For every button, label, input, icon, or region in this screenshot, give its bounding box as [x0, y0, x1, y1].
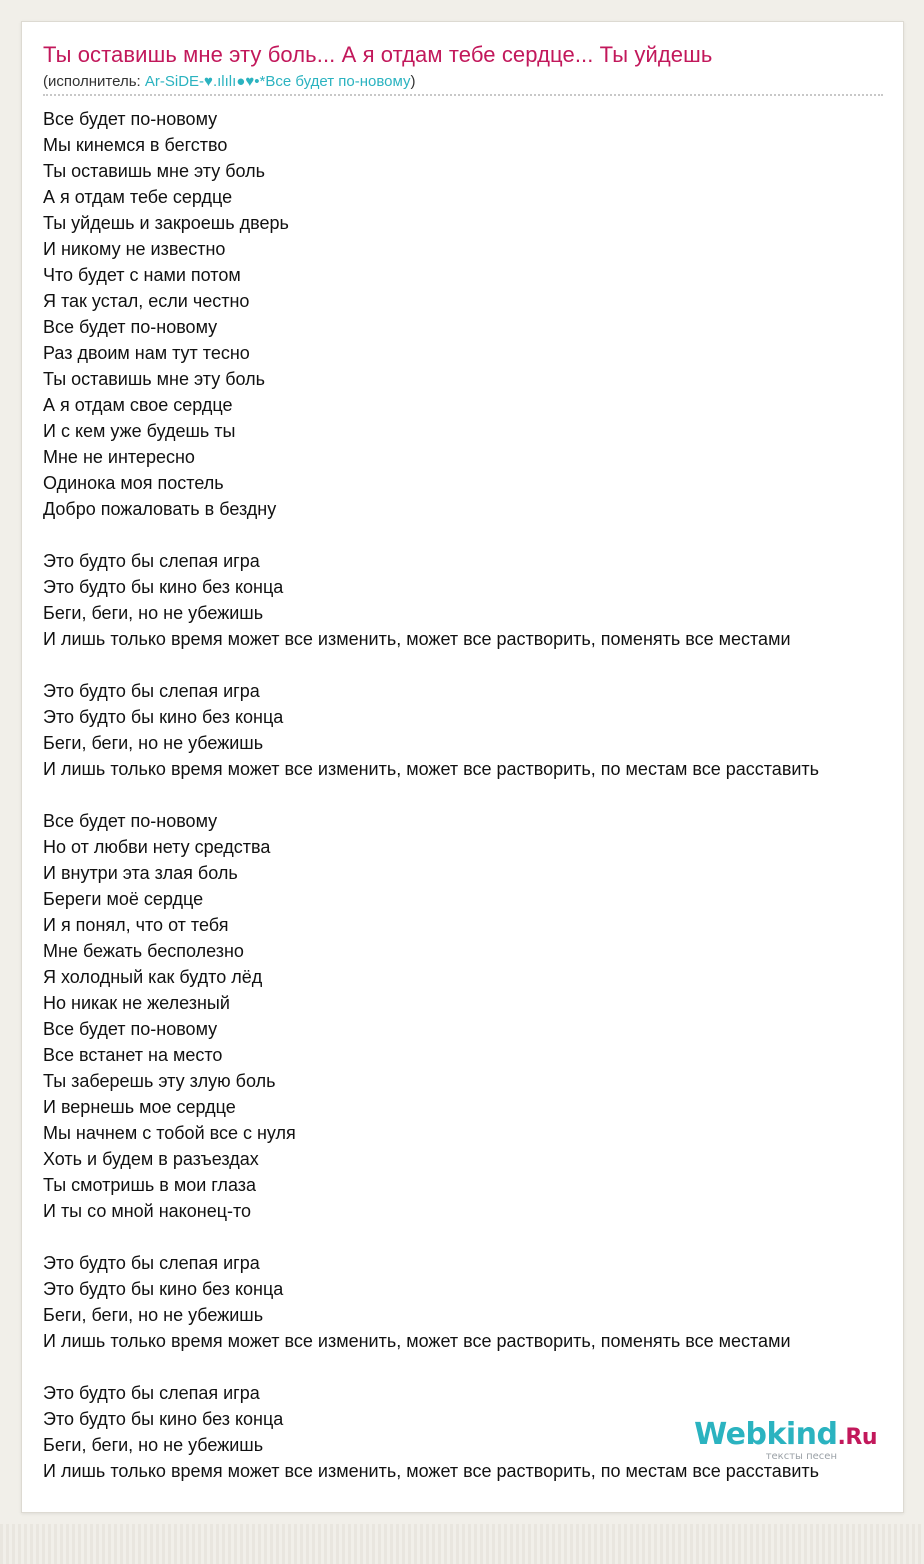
lyric-line: И лишь только время может все изменить, может все растворить, поменять все местами — [43, 629, 791, 649]
lyric-line: Это будто бы кино без конца — [43, 577, 284, 597]
lyric-line: Все встанет на место — [43, 1045, 223, 1065]
lyric-line: Это будто бы кино без конца — [43, 1409, 284, 1429]
song-title: Ты оставишь мне эту боль... А я отдам тебе сердце... Ты уйдешь — [43, 42, 713, 67]
close-paren: ) — [410, 73, 416, 90]
lyric-line: Это будто бы слепая игра — [43, 551, 260, 571]
lyric-line: А я отдам тебе сердце — [43, 187, 233, 207]
lyric-line: Раз двоим нам тут тесно — [43, 343, 250, 363]
lyric-line: А я отдам свое сердце — [43, 395, 233, 415]
lyric-line: Одинока моя постель — [43, 473, 224, 493]
stanza-break — [43, 1224, 819, 1250]
lyric-line: И внутри эта злая боль — [43, 863, 238, 883]
lyric-line: Это будто бы слепая игра — [43, 1253, 260, 1273]
lyric-line: Но никак не железный — [43, 993, 230, 1013]
lyric-line: Все будет по-новому — [43, 811, 218, 831]
lyric-line: Все будет по-новому — [43, 1019, 218, 1039]
lyric-line: Ты заберешь эту злую боль — [43, 1071, 276, 1091]
lyric-line: Все будет по-новому — [43, 109, 218, 129]
lyric-line: И никому не известно — [43, 239, 226, 259]
lyric-line: Что будет с нами потом — [43, 265, 241, 285]
logo-name: Webkind — [694, 1417, 838, 1452]
lyric-line: Хоть и будем в разъездах — [43, 1149, 259, 1169]
lyric-line: Это будто бы кино без конца — [43, 707, 284, 727]
lyric-line: И я понял, что от тебя — [43, 915, 229, 935]
lyric-line: И лишь только время может все изменить, может все растворить, по местам все расставить — [43, 1461, 820, 1481]
lyric-line: Ты оставишь мне эту боль — [43, 161, 266, 181]
lyric-line: Ты уйдешь и закроешь дверь — [43, 213, 289, 233]
webkind-logo[interactable] — [694, 1417, 877, 1462]
lyrics-text — [43, 106, 819, 1484]
logo-tld: .Ru — [837, 1425, 877, 1450]
artist-prefix: исполнитель: — [48, 73, 145, 90]
lyric-line: Беги, беги, но не убежишь — [43, 603, 264, 623]
background-stripes — [0, 1524, 924, 1564]
lyric-line: И вернешь мое сердце — [43, 1097, 236, 1117]
lyric-line: И ты со мной наконец-то — [43, 1201, 252, 1221]
lyric-line: Мы начнем с тобой все с нуля — [43, 1123, 296, 1143]
dotted-divider — [43, 94, 883, 96]
lyric-line: И лишь только время может все изменить, может все растворить, по местам все расставить — [43, 759, 820, 779]
stanza-break — [43, 522, 819, 548]
lyric-line: Я холодный как будто лёд — [43, 967, 263, 987]
lyric-line: Добро пожаловать в бездну — [43, 499, 277, 519]
logo-tagline: тексты песен — [765, 1451, 837, 1462]
lyric-line: Ты оставишь мне эту боль — [43, 369, 266, 389]
lyric-line: Беги, беги, но не убежишь — [43, 1435, 264, 1455]
lyric-line: Береги моё сердце — [43, 889, 204, 909]
lyric-line: Это будто бы слепая игра — [43, 1383, 260, 1403]
artist-link[interactable]: Ar-SiDE-♥.ılılı●♥•*Все будет по-новому — [144, 73, 411, 90]
stanza-break — [43, 1354, 819, 1380]
lyrics-card — [21, 21, 904, 1513]
lyric-line: Мне бежать бесполезно — [43, 941, 244, 961]
lyric-line: Я так устал, если честно — [43, 291, 250, 311]
lyric-line: Это будто бы слепая игра — [43, 681, 260, 701]
open-paren: ( — [43, 73, 48, 90]
stanza-break — [43, 652, 819, 678]
lyric-line: Мы кинемся в бегство — [43, 135, 228, 155]
lyric-line: Ты смотришь в мои глаза — [43, 1175, 257, 1195]
artist-line — [43, 73, 415, 90]
stanza-break — [43, 782, 819, 808]
lyric-line: Мне не интересно — [43, 447, 195, 467]
lyric-line: Беги, беги, но не убежишь — [43, 1305, 264, 1325]
lyric-line: Все будет по-новому — [43, 317, 218, 337]
lyric-line: Это будто бы кино без конца — [43, 1279, 284, 1299]
lyric-line: И лишь только время может все изменить, может все растворить, поменять все местами — [43, 1331, 791, 1351]
lyric-line: Но от любви нету средства — [43, 837, 271, 857]
lyric-line: Беги, беги, но не убежишь — [43, 733, 264, 753]
lyric-line: И с кем уже будешь ты — [43, 421, 236, 441]
